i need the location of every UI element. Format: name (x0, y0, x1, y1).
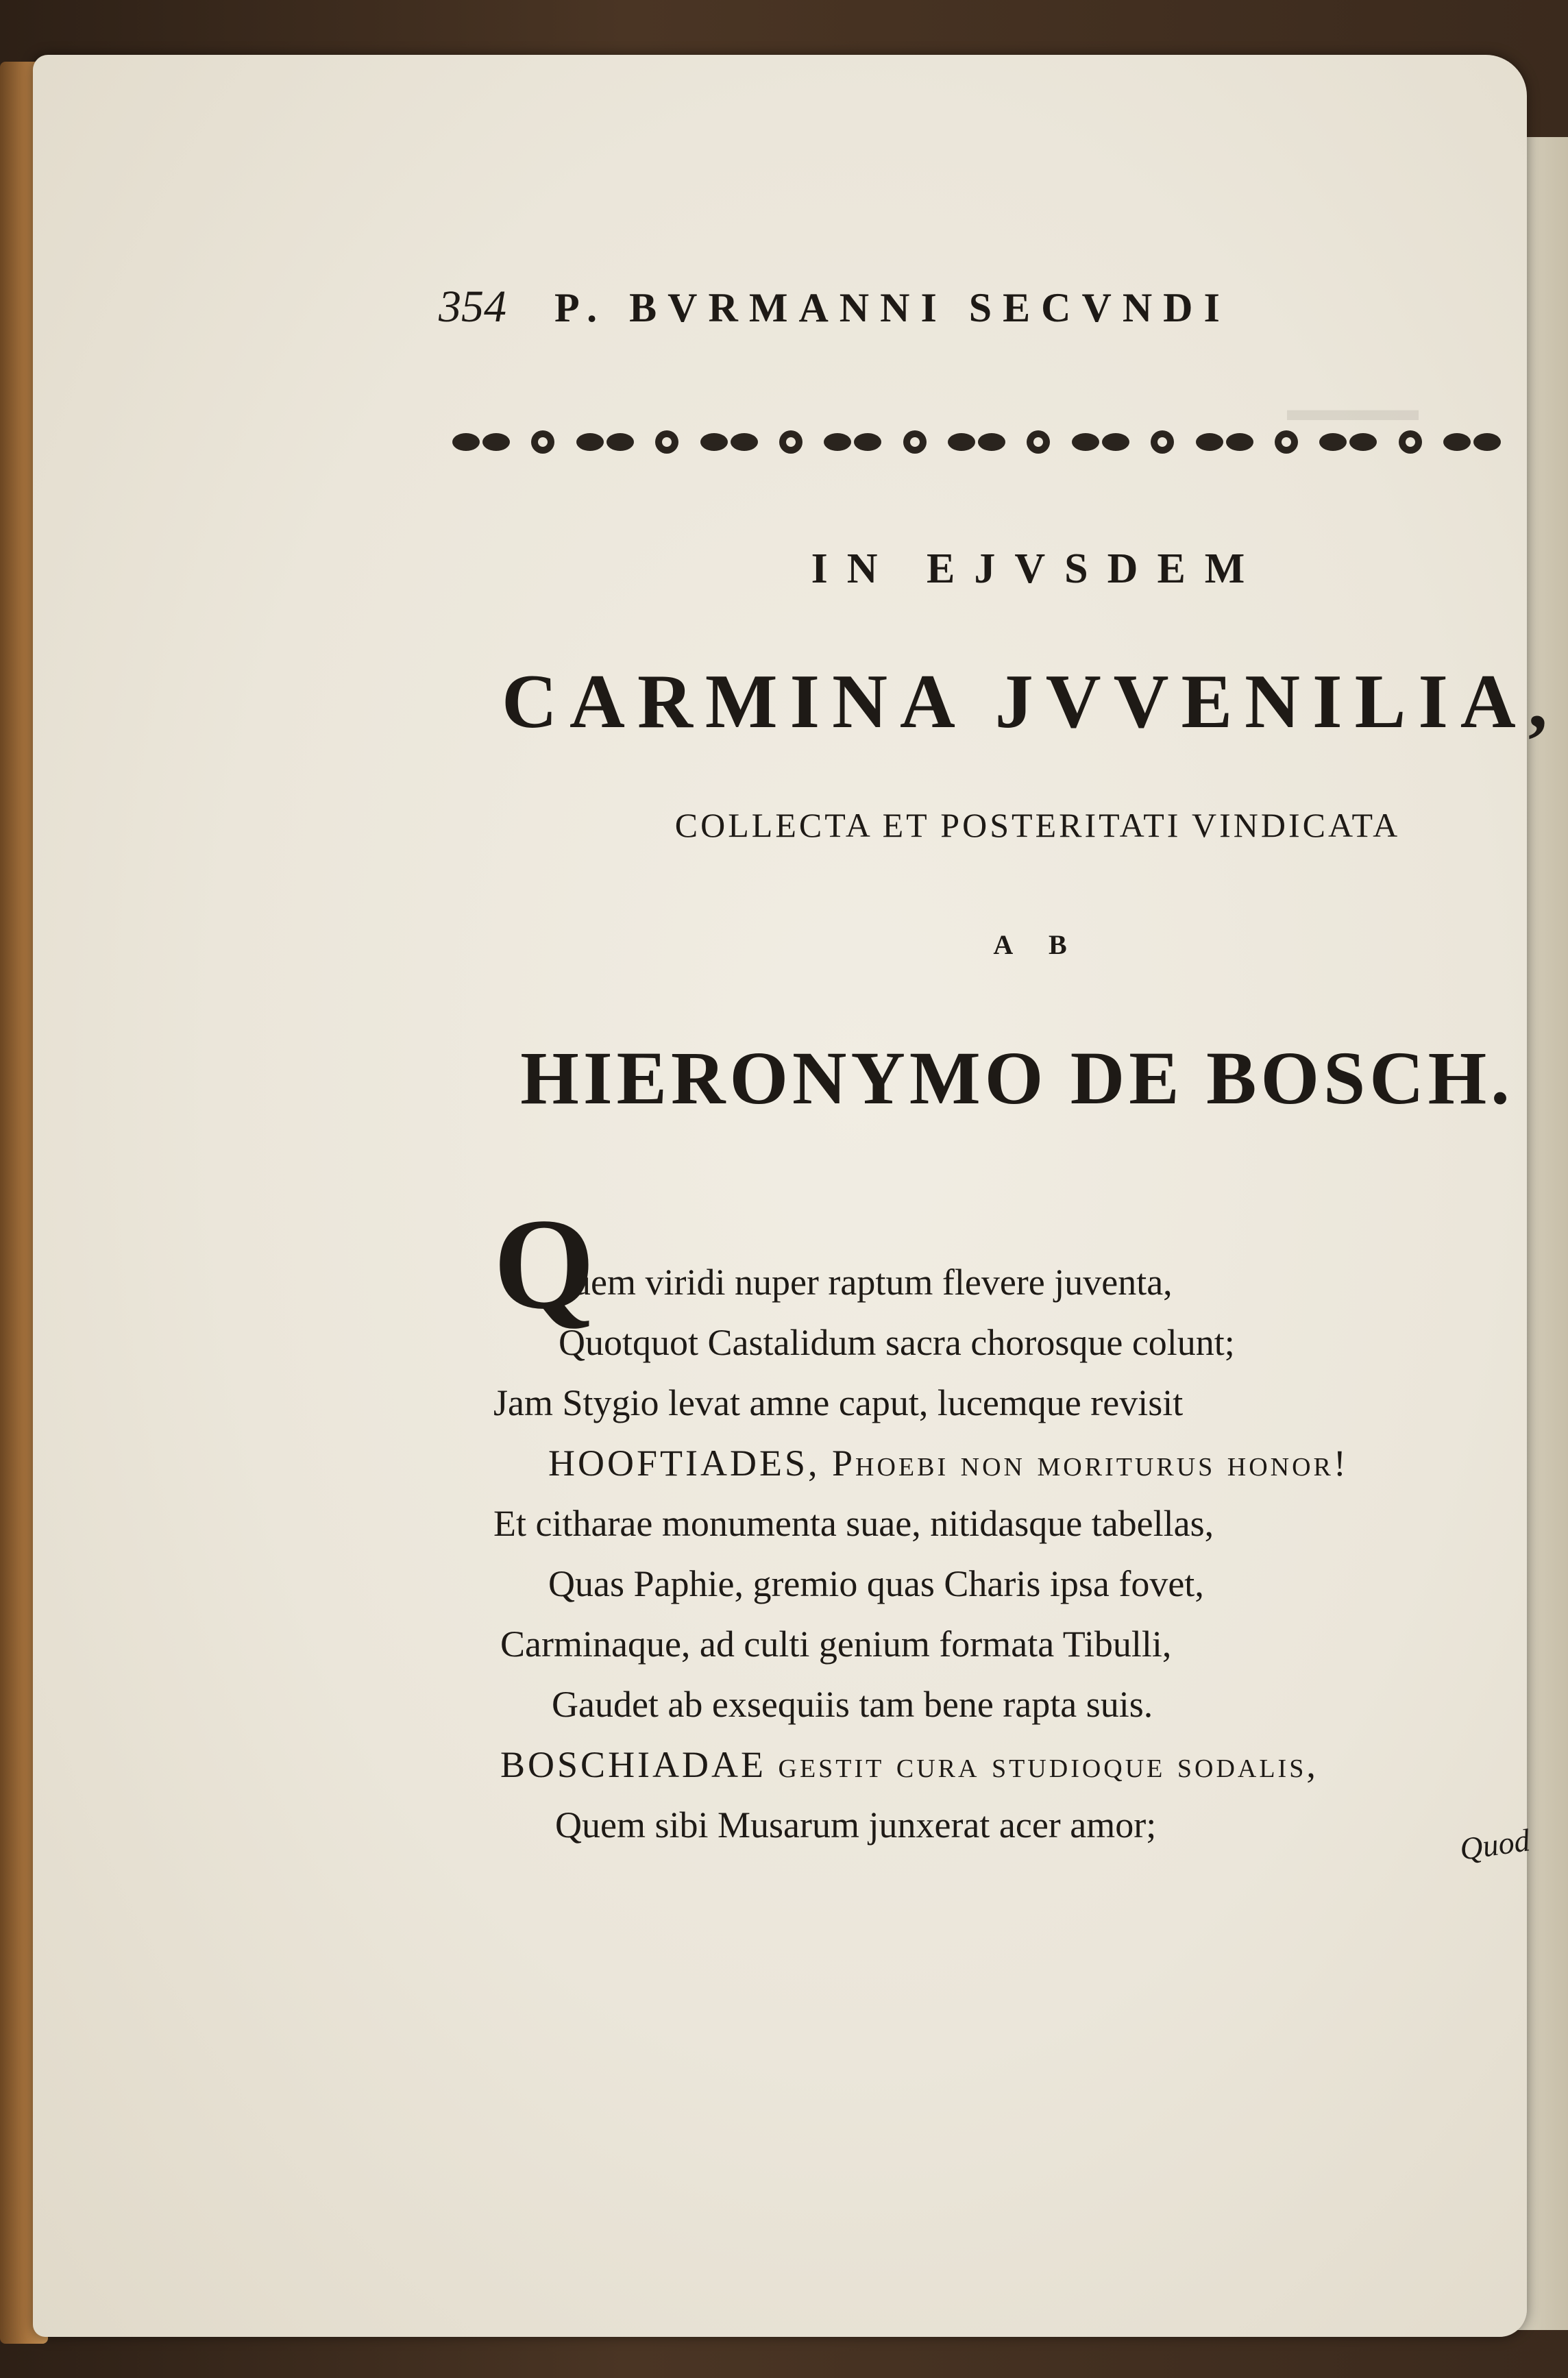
poem-line: Gaudet ab exsequiis tam bene rapta suis. (552, 1684, 1153, 1725)
poem-line: Et citharae monumenta suae, nitidasque tabellas, (493, 1503, 1214, 1544)
title-line-collecta: COLLECTA ET POSTERITATI VINDICATA (674, 806, 1401, 844)
ornament-leaf (1196, 433, 1223, 451)
ornament-flower (1275, 430, 1298, 454)
ornament-leaf (1226, 433, 1253, 451)
ornament-flower (1027, 430, 1050, 454)
ornament-leaf (482, 433, 510, 451)
poem-line: Carminaque, ad culti genium formata Tibulli, (500, 1623, 1172, 1665)
ornament-leaf-pair (948, 433, 1005, 451)
ornament-leaf (1102, 433, 1129, 451)
title-line-author: HIERONYMO DE BOSCH. (520, 1036, 1514, 1120)
catchword: Quod (1457, 1822, 1532, 1867)
ornament-leaf (452, 433, 480, 451)
ornament-leaf-pair (1072, 433, 1129, 451)
ornament-leaf (948, 433, 975, 451)
ornament-leaf (1473, 433, 1501, 451)
running-title: P. BVRMANNI SECVNDI (554, 285, 1231, 330)
ornament-leaf-pair (452, 433, 510, 451)
title-line-in-ejusdem: IN EJVSDEM (811, 546, 1264, 592)
page-number: 354 (439, 282, 506, 332)
ornament-leaf-pair (1443, 433, 1501, 451)
ornament-leaf (607, 433, 634, 451)
ornament-leaf (576, 433, 604, 451)
ornament-rule (452, 418, 1501, 466)
poem-line: HOOFTIADES, Phoebi non moriturus honor! (548, 1443, 1349, 1484)
ornament-flower (903, 430, 927, 454)
ornament-flower (779, 430, 803, 454)
ornament-leaf-pair (576, 433, 634, 451)
poem-line: uem viridi nuper raptum flevere juventa, (572, 1262, 1173, 1303)
poem-line: Quas Paphie, gremio quas Charis ipsa fovet, (548, 1563, 1204, 1604)
ornament-leaf-pair (824, 433, 881, 451)
ornament-leaf (1319, 433, 1347, 451)
ornament-leaf-pair (1196, 433, 1253, 451)
bleed-through-text: ▬▬▬▬ (1287, 391, 1419, 428)
ornament-leaf (700, 433, 728, 451)
poem-line: Quem sibi Musarum junxerat acer amor; (555, 1804, 1157, 1846)
ornament-flower (531, 430, 554, 454)
poem-line: Quotquot Castalidum sacra chorosque colunt; (559, 1322, 1235, 1363)
ornament-leaf (978, 433, 1005, 451)
book-page (33, 55, 1527, 2337)
title-line-carmina: CARMINA JVVENILIA, (502, 659, 1560, 744)
ornament-leaf (731, 433, 758, 451)
ornament-leaf (1349, 433, 1377, 451)
ornament-leaf (854, 433, 881, 451)
ornament-flower (1151, 430, 1174, 454)
ornament-leaf-pair (700, 433, 758, 451)
poem-line: Jam Stygio levat amne caput, lucemque revisit (493, 1382, 1184, 1423)
running-head (439, 281, 1425, 333)
ornament-leaf (824, 433, 851, 451)
ornament-flower (655, 430, 678, 454)
ornament-leaf (1443, 433, 1471, 451)
title-line-ab: A B (993, 929, 1082, 960)
drop-cap: Q (493, 1192, 595, 1336)
ornament-leaf-pair (1319, 433, 1377, 451)
poem-line: BOSCHIADAE gestit cura studioque sodalis, (500, 1744, 1319, 1785)
ornament-leaf (1072, 433, 1099, 451)
ornament-flower (1399, 430, 1422, 454)
